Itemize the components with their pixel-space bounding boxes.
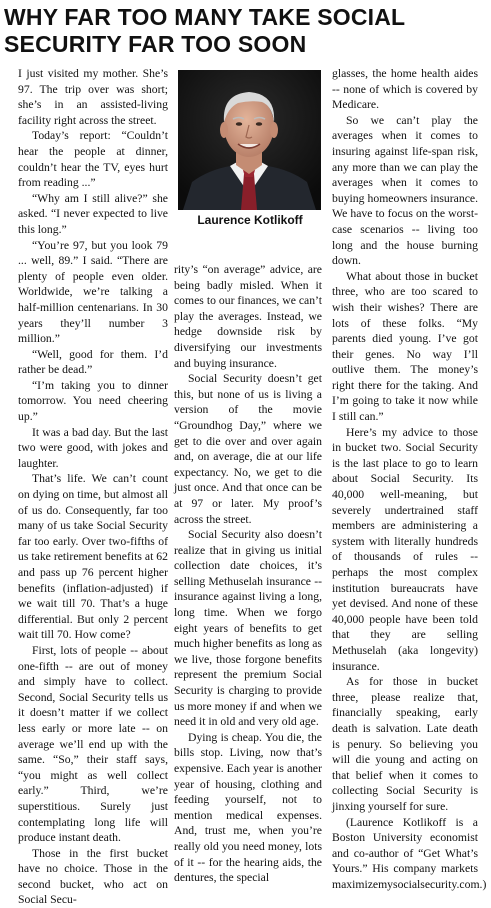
- article-paragraph: “You’re 97, but you look 79 ... well, 89.” I said. “There are plenty of people even older. Worldwide, we’re talking a half-million centenarians. In 30 years they’ll number 3 million.”: [18, 238, 168, 346]
- article-paragraph: “I’m taking you to dinner tomorrow. You need cheering up.”: [18, 378, 168, 424]
- headline-line-2: SECURITY FAR TOO SOON: [4, 31, 307, 57]
- article-paragraph: First, lots of people -- about one-fifth -- are out of money and simply have to collect. Second, Social Security tells us it doesn’t matter if we collect less early or more late -- on average we’ll end up with the same. “So,” their staff says, “you might as well collect early.” Third, we’re superstitious. Surely just contemplating long life will produce instant death.: [18, 643, 168, 845]
- article-paragraph: That’s life. We can’t count on dying on time, but almost all of us do. Consequently, far too many of us take Social Security far too early. Over two-fifths of us take retirement benefits at 62 and pass up 76 percent higher benefits (inflation-adjusted) if we wait till 70. That’s a huge differential. But only 2 percent wait till 70. How come?: [18, 472, 168, 642]
- article-paragraph: Social Security doesn’t get this, but none of us is living a version of the movie “Groundhog Day,” where we get to die over and over again and, on average, die at our life expectancy. No, we get to die just once. And that once can be at 97 or later. My proof’s across the street.: [174, 372, 322, 526]
- article-paragraph: rity’s “on average” advice, are being badly misled. When it comes to our finances, we can’t play the averages. Instead, we hedge downside risk by diversifying our investments and buying insurance.: [174, 263, 322, 370]
- article-paragraph: Social Security also doesn’t realize that in giving us initial collection date choices, it’s selling Methuselah insurance -- insurance against living a long, long time. When we forgo eight years of benefits to get much higher benefits as long as we live, those forgone benefits represent the premium Social Security is charging to provide us more money if and when we need it in old and very old age.: [174, 528, 322, 729]
- article-paragraph: “Well, good for them. I’d rather be dead.”: [18, 347, 168, 377]
- headline: [4, 4, 488, 58]
- article-column-2: [174, 262, 322, 886]
- article-column-3: [332, 66, 487, 892]
- photo-caption: Laurence Kotlikoff: [197, 213, 303, 227]
- headline-line-1: WHY FAR TOO MANY TAKE SOCIAL: [4, 4, 406, 30]
- article-paragraph: (Laurence Kotlikoff is a Boston University economist and co-author of “Get What’s Yours.” His company markets maximizemysocialsecurity.com.): [332, 815, 487, 891]
- article-paragraph: What about those in bucket three, who are too scared to wish their wishes? There are lots of these folks. “My parents died young. I’ve got their genes. No way I’ll outlive them. The money’s right there for the taking. And I’m going to take it now while I still can.”: [332, 269, 478, 424]
- author-photo: [178, 70, 321, 210]
- article-paragraph: Here’s my advice to those in bucket two. Social Security is the last place to go to learn about Social Security. Its 40,000 well-meaning, but severely undertrained staff members are administering a system with literally hundreds of thousands of rules -- perhaps the most complex institution bureaucrats have yet devised. And none of these 40,000 people have been told that they are selling Methuselah (aka longevity) insurance.: [332, 425, 478, 673]
- article-paragraph: So we can’t play the averages when it comes to insuring against life-span risk, any more than we can play the averages when it comes to buying homeowners insurance. We have to focus on the worst-case scenarios -- living too long and the house burning down.: [332, 113, 478, 268]
- article-paragraph: Those in the first bucket have no choice. Those in the second bucket, who act on Social Secu-: [18, 846, 168, 907]
- article-paragraph: “Why am I still alive?” she asked. “I never expected to live this long.”: [18, 191, 168, 236]
- article-paragraph: It was a bad day. But the last two were good, with jokes and laughter.: [18, 425, 168, 470]
- article-column-1: [18, 66, 168, 908]
- article-paragraph: I just visited my mother. She’s 97. The trip over was short; she’s in an assisted-living facility right across the street.: [18, 67, 168, 127]
- article-paragraph: As for those in bucket three, please realize that, financially speaking, early death is salvation. Late death is penury. So believing you will die young and acting on that belief when it comes to collecting Social Security is jinxing yourself for sure.: [332, 675, 478, 813]
- article-paragraph: Dying is cheap. You die, the bills stop. Living, now that’s expensive. Each year is another year of housing, clothing and feeding yourself, not to mention medical expenses. And, trust me, when you’re really old you need money, lots of it -- for the hearing aids, the dentures, the special: [174, 730, 322, 885]
- article-paragraph: glasses, the home health aides -- none of which is covered by Medicare.: [332, 67, 478, 112]
- author-portrait-image: [178, 70, 321, 210]
- article-paragraph: Today’s report: “Couldn’t hear the people at dinner, couldn’t hear the TV, eyes hurt from reading ...”: [18, 129, 168, 190]
